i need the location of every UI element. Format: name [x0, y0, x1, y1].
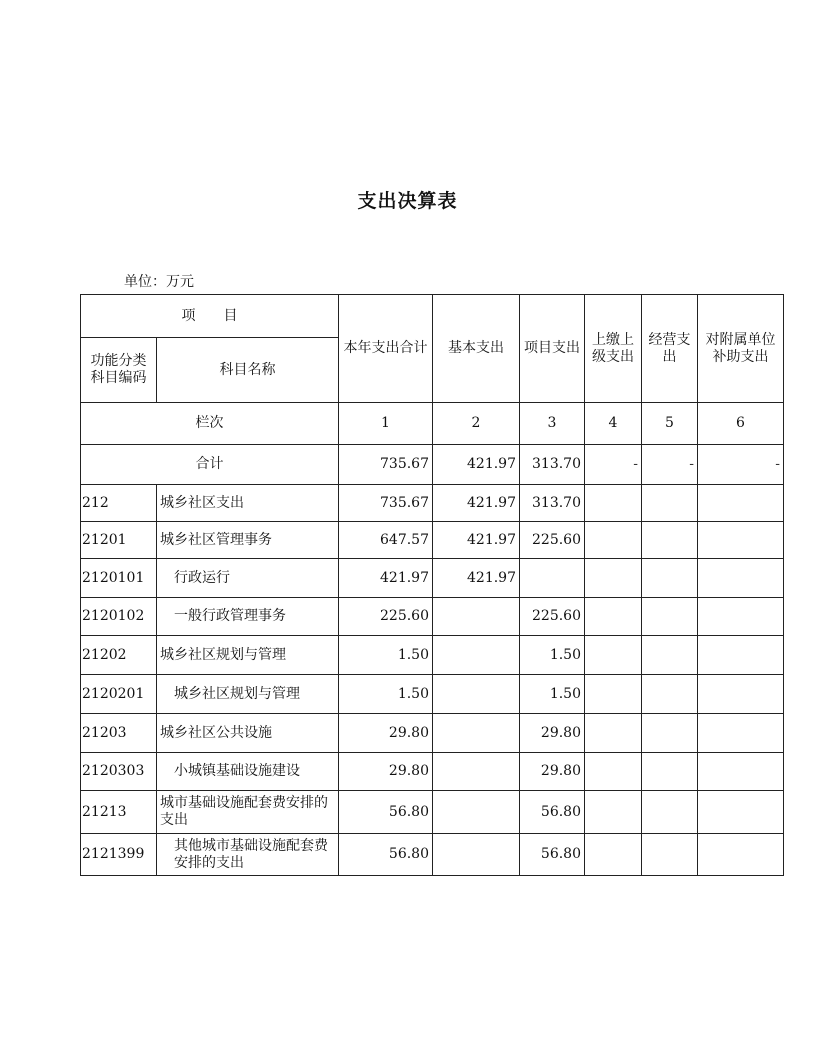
- header-name: 科目名称: [157, 338, 339, 403]
- header-business: 经营支出: [642, 295, 698, 403]
- row-total: 29.80: [339, 714, 433, 753]
- row-name: 城市基础设施配套费安排的支出: [157, 791, 339, 834]
- row-total: 1.50: [339, 675, 433, 714]
- row-basic: [433, 675, 520, 714]
- table-row: [81, 675, 784, 714]
- row-name: 城乡社区规划与管理: [157, 636, 339, 675]
- row-project: [520, 559, 585, 598]
- row-name: 城乡社区支出: [157, 485, 339, 522]
- table-row: [81, 485, 784, 522]
- unit-label: 单位：万元: [124, 274, 194, 290]
- column-number: 5: [642, 403, 698, 445]
- table-row: [81, 559, 784, 598]
- column-number: 3: [520, 403, 585, 445]
- row-total: 56.80: [339, 834, 433, 876]
- summary-row: [81, 445, 784, 485]
- row-project: 29.80: [520, 714, 585, 753]
- row-project: 1.50: [520, 636, 585, 675]
- row-code: 2120102: [81, 598, 157, 636]
- row-code: 212: [81, 485, 157, 522]
- summary-total: 735.67: [339, 445, 433, 485]
- column-number: 6: [698, 403, 784, 445]
- table-row: [81, 636, 784, 675]
- column-number: 2: [433, 403, 520, 445]
- table-row: [81, 834, 784, 876]
- row-basic: [433, 636, 520, 675]
- row-basic: [433, 834, 520, 876]
- row-name: 一般行政管理事务: [157, 598, 339, 636]
- page-title: 支出决算表: [357, 190, 458, 212]
- row-name: 城乡社区规划与管理: [157, 675, 339, 714]
- summary-business: -: [642, 445, 698, 485]
- row-total: 29.80: [339, 753, 433, 791]
- header-project: 项目支出: [520, 295, 585, 403]
- row-project: 56.80: [520, 791, 585, 834]
- row-code: 2120303: [81, 753, 157, 791]
- row-project: 29.80: [520, 753, 585, 791]
- row-name: 其他城市基础设施配套费安排的支出: [157, 834, 339, 876]
- row-name: 行政运行: [157, 559, 339, 598]
- row-basic: 421.97: [433, 559, 520, 598]
- header-item: 项 目: [81, 295, 339, 338]
- row-basic: [433, 598, 520, 636]
- header-total: 本年支出合计: [339, 295, 433, 403]
- column-number: 4: [585, 403, 642, 445]
- header-upper: 上缴上级支出: [585, 295, 642, 403]
- row-code: 21203: [81, 714, 157, 753]
- row-code: 21213: [81, 791, 157, 834]
- header-code: 功能分类科目编码: [81, 338, 157, 403]
- summary-subsidy: -: [698, 445, 784, 485]
- row-project: 225.60: [520, 522, 585, 559]
- table-row: [81, 714, 784, 753]
- row-project: 313.70: [520, 485, 585, 522]
- summary-label: 合计: [81, 445, 339, 485]
- row-name: 城乡社区公共设施: [157, 714, 339, 753]
- column-row-label: 栏次: [81, 403, 339, 445]
- table-row: [81, 522, 784, 559]
- row-project: 225.60: [520, 598, 585, 636]
- header-basic: 基本支出: [433, 295, 520, 403]
- row-total: 735.67: [339, 485, 433, 522]
- table-row: [81, 791, 784, 834]
- row-code: 21201: [81, 522, 157, 559]
- row-total: 421.97: [339, 559, 433, 598]
- table-row: [81, 598, 784, 636]
- row-total: 225.60: [339, 598, 433, 636]
- row-name: 小城镇基础设施建设: [157, 753, 339, 791]
- row-code: 21202: [81, 636, 157, 675]
- row-total: 56.80: [339, 791, 433, 834]
- row-basic: 421.97: [433, 485, 520, 522]
- table-row: [81, 753, 784, 791]
- summary-upper: -: [585, 445, 642, 485]
- header-subsidy: 对附属单位补助支出: [698, 295, 784, 403]
- expenditure-table: [80, 294, 784, 876]
- row-code: 2121399: [81, 834, 157, 876]
- row-total: 1.50: [339, 636, 433, 675]
- summary-basic: 421.97: [433, 445, 520, 485]
- row-basic: 421.97: [433, 522, 520, 559]
- row-name: 城乡社区管理事务: [157, 522, 339, 559]
- row-basic: [433, 714, 520, 753]
- row-code: 2120101: [81, 559, 157, 598]
- column-number: 1: [339, 403, 433, 445]
- row-total: 647.57: [339, 522, 433, 559]
- row-project: 56.80: [520, 834, 585, 876]
- summary-project: 313.70: [520, 445, 585, 485]
- row-code: 2120201: [81, 675, 157, 714]
- row-basic: [433, 791, 520, 834]
- row-project: 1.50: [520, 675, 585, 714]
- row-basic: [433, 753, 520, 791]
